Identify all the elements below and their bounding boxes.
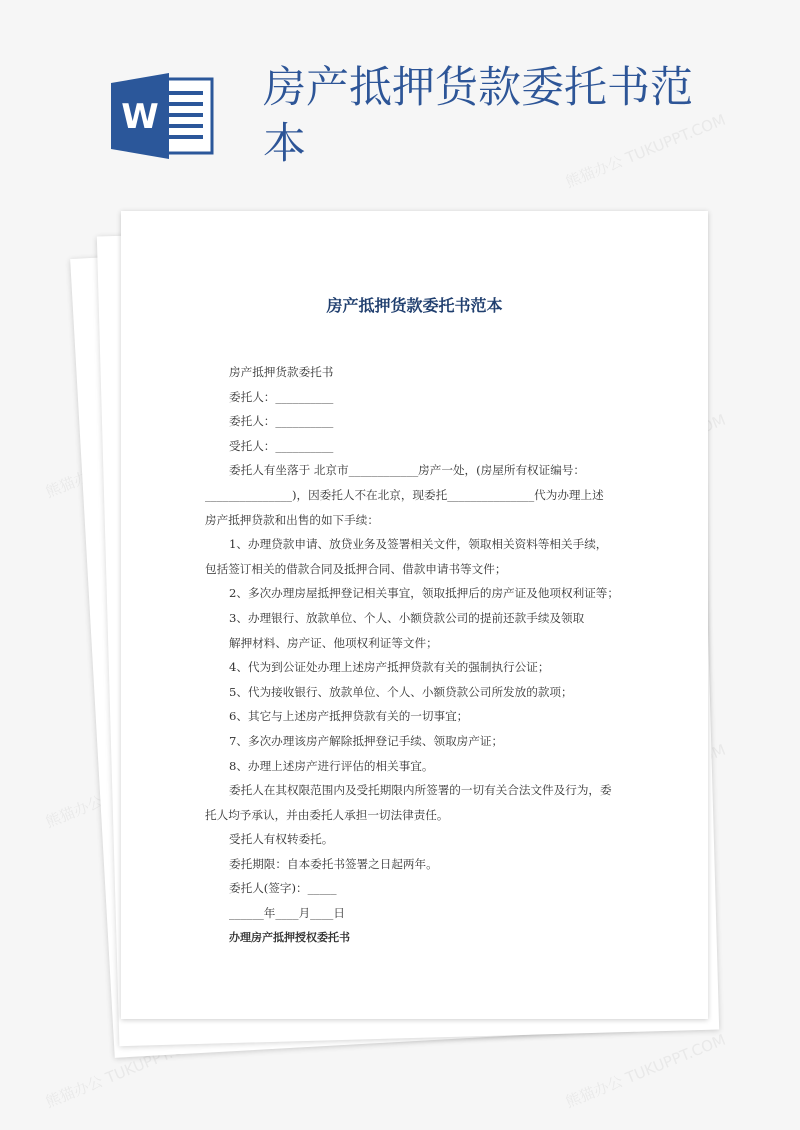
word-logo-icon [111, 73, 214, 159]
document-line: 包括签订相关的借款合同及抵押合同、借款申请书等文件； [205, 561, 507, 576]
document-line: 房产抵押贷款和出售的如下手续： [205, 512, 379, 527]
document-line: 房产抵押货款委托书 [229, 365, 334, 379]
document-line: 委托期限：自本委托书签署之日起两年。 [229, 856, 438, 871]
document-line: ______年____月____日 [229, 906, 345, 921]
document-line: 办理房产抵押授权委托书 [229, 930, 350, 944]
document-line: 7、多次办理该房产解除抵押登记手续、领取房产证； [229, 733, 504, 748]
document-title: 房产抵押货款委托书范本 [326, 296, 503, 315]
watermark: 熊猫办公 TUKUPPT.COM [43, 1030, 209, 1112]
document-line: 8、办理上述房产进行评估的相关事宜。 [229, 758, 434, 773]
document-line: 委托人：__________ [229, 389, 334, 404]
document-line: 2、多次办理房屋抵押登记相关事宜，领取抵押后的房产证及他项权利证等； [229, 586, 619, 601]
document-line: _______________)，因委托人不在北京，现委托_______________代为办理上述 [205, 487, 604, 502]
watermark: 熊猫办公 TUKUPPT.COM [563, 110, 729, 192]
document-line: 托人均予承认，并由委托人承担一切法律责任。 [205, 807, 449, 822]
header-title: 房产抵押货款委托书范本 [263, 63, 693, 169]
watermark: 熊猫办公 TUKUPPT.COM [563, 1030, 729, 1112]
document-line: 1、办理贷款申请、放贷业务及签署相关文件，领取相关资料等相关手续， [229, 537, 608, 552]
document-line: 委托人有坐落于 北京市____________房产一处，(房屋所有权证编号： [229, 463, 586, 478]
document-line: 受托人：__________ [229, 438, 334, 453]
document-body [205, 360, 631, 950]
document-line: 委托人在其权限范围内及受托期限内所签署的一切有关合法文件及行为，委 [229, 783, 612, 798]
svg-text:W: W [121, 97, 159, 137]
document-line: 3、办理银行、放款单位、个人、小额贷款公司的提前还款手续及领取 [229, 610, 585, 625]
document-line: 5、代为接收银行、放款单位、个人、小额贷款公司所发放的款项； [229, 684, 573, 699]
document-line: 委托人：__________ [229, 414, 334, 429]
watermark: 熊猫办公 [43, 792, 106, 832]
watermark: 熊猫办公 [43, 462, 106, 502]
document-line: 受托人有权转委托。 [229, 832, 334, 847]
document-line: 委托人(签字)：_____ [229, 881, 337, 896]
document-page [121, 211, 708, 1019]
document-line: 6、其它与上述房产抵押贷款有关的一切事宜； [229, 709, 469, 724]
document-line: 解押材料、房产证、他项权利证等文件； [229, 635, 438, 650]
document-line: 4、代为到公证处办理上述房产抵押贷款有关的强制执行公证； [229, 660, 550, 675]
